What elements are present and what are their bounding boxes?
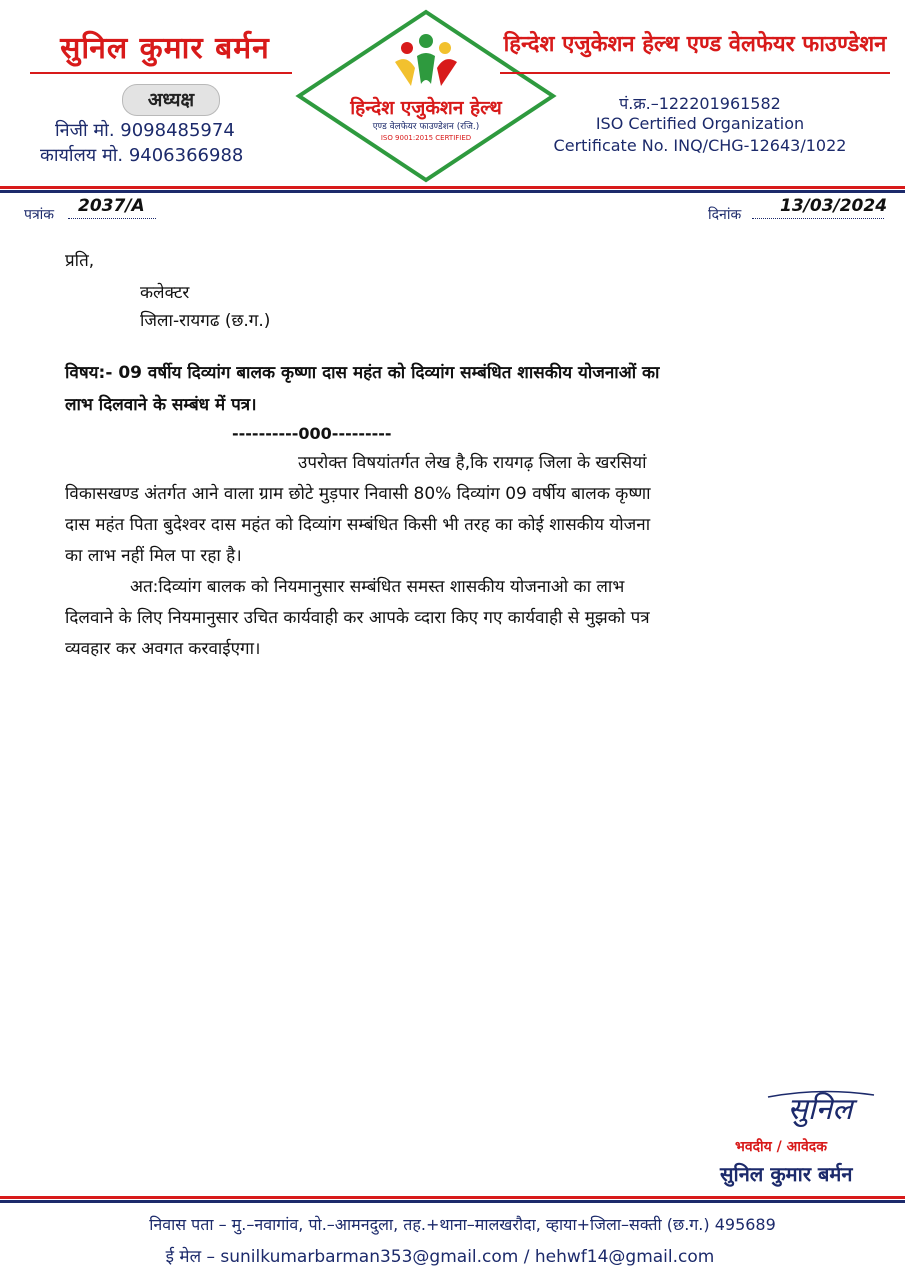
signature-text: सुनिल [787,1092,853,1127]
logo-subtitle: एण्ड वेलफेयर फाउण्डेशन (रजि.) [372,122,480,132]
office-mobile: कार्यालय मो. 9406366988 [40,145,244,166]
separator: ----------000--------- [232,424,392,443]
header-divider-right [500,72,890,74]
certificate-number: Certificate No. INQ/CHG-12643/1022 [553,136,847,155]
role-badge: अध्यक्ष [122,84,220,116]
body-line: व्यवहार कर अवगत करवाईएगा। [65,639,261,659]
subject-line: लाभ दिलवाने के सम्बंध में पत्र। [65,395,257,415]
registration-number: पं.क्र.–122201961582 [619,94,781,113]
date-dotted-line [752,218,884,219]
footer-band-navy [0,1200,905,1203]
body-line: उपरोक्त विषयांतर्गत लेख है,कि रायगढ़ जिला के खरसियां [298,453,647,473]
reference-dotted-line [68,218,156,219]
logo-iso: ISO 9001:2015 CERTIFIED [380,134,472,142]
subject-line: विषय:- 09 वर्षीय दिव्यांग बालक कृष्णा दास महंत को दिव्यांग सम्बंधित शासकीय योजनाओं का [65,363,660,383]
reference-label: पत्रांक [24,207,55,223]
handwritten-signature [760,1085,880,1130]
organization-name: हिन्देश एजुकेशन हेल्थ एण्ड वेलफेयर फाउण्डेशन [503,31,887,57]
date-label: दिनांक [708,207,742,223]
header-divider-left [30,72,292,74]
closing-label: भवदीय / आवेदक [735,1139,827,1155]
residence-address: निवास पता – मु.–नवागांव, पो.–आमनदुला, तह.+थाना–मालखरौदा, व्हाया+जिला–सक्ती (छ.ग.) 495689 [149,1215,776,1234]
signer-name: सुनिल कुमार बर्मन [720,1162,853,1186]
header-band-red [0,186,905,189]
recipient-title: कलेक्टर [140,283,190,303]
body-line: का लाभ नहीं मिल पा रहा है। [65,546,242,566]
footer-band-red [0,1196,905,1199]
body-line: अत:दिव्यांग बालक को नियमानुसार सम्बंधित समस्त शासकीय योजनाओ का लाभ [130,577,625,597]
body-line: दिलवाने के लिए नियमानुसार उचित कार्यवाही कर आपके व्दारा किए गए कार्यवाही से मुझको पत्र [65,608,650,628]
iso-certification: ISO Certified Organization [595,114,805,133]
recipient-prefix: प्रति, [65,251,95,271]
president-name: सुनिल कुमार बर्मन [60,31,270,66]
body-line: विकासखण्ड अंतर्गत आने वाला ग्राम छोटे मुड़पार निवासी 80% दिव्यांग 09 वर्षीय बालक कृष्णा [65,484,651,504]
recipient-district: जिला-रायगढ (छ.ग.) [140,311,271,331]
letter-date: 13/03/2024 [780,196,888,216]
body-line: दास महंत पिता बुदेश्वर दास महंत को दिव्यांग सम्बंधित किसी भी तरह का कोई शासकीय योजना [65,515,651,535]
logo-title: हिन्देश एजुकेशन हेल्थ [350,97,502,119]
header-band-navy [0,190,905,193]
personal-mobile: निजी मो. 9098485974 [55,120,235,141]
reference-number: 2037/A [78,196,145,216]
email-addresses: ई मेल – sunilkumarbarman353@gmail.com / hehwf14@gmail.com [165,1247,715,1267]
